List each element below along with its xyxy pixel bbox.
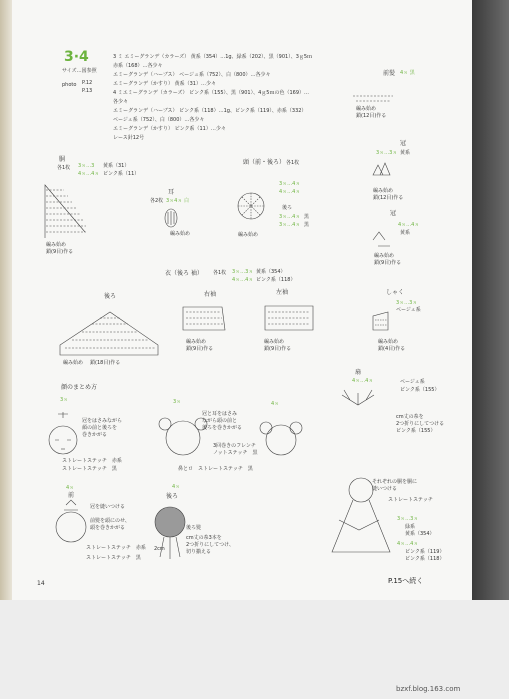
left-sleeve-title: 左袖 [276,289,289,296]
shaku-color-text: ベージュ系 [396,307,421,313]
back-head-note: 2cm [154,546,165,552]
material-line: 各少々 [113,99,129,105]
clothes-c1t: 黄系（354） [256,269,286,275]
bangs-title: 前髪 [383,70,396,77]
continue-label: P.15へ続く [388,577,424,585]
material-line: エミーグランデ（かすり） 黄系（31）…少々 [113,81,216,87]
clothes-c2: 4ｓ…4ｓ [232,277,254,283]
crown-title: 冠 [400,140,407,147]
head-count: 各1枚 [286,160,300,166]
fan-note1: cm丈の糸を [396,414,424,420]
material-line: エミーグランデ（かすり） ピンク系（11）…少々 [113,126,226,132]
size-label: サイズ…図参照 [62,68,97,74]
crown2-start: 編み始め [374,253,395,259]
material-line: 3 ミ エミーグランデ（カラーズ） 黄系（354）…1g、緑系（202）、黒（901）、3ｇ5ｍ [113,54,313,60]
material-line: 4 ミエミーグランデ（カラーズ） ピンク系（155）、黒（901）、4ｇ5ｍの色（169）… [113,90,310,96]
assembly-note: 巻きかがる [82,432,108,438]
photo-label: photo [62,82,77,88]
body-start: 編み始め [46,242,67,248]
crown2-color-text: 黄系 [400,230,411,236]
front-note: ストレートステッチ 赤系 [86,545,146,551]
crown2-title: 冠 [390,210,397,217]
right-sleeve-start: 編み始め [186,339,207,345]
ear-color: 3ｓ4ｓ 白 [166,198,189,204]
right-sleeve-title: 右袖 [204,291,217,298]
front-note: 頭を巻きかがる [90,525,126,531]
assembly-note: ストレートステッチ 黒 [62,466,117,472]
material-line: ベージュ系（752）、白（800）…各少々 [113,117,205,123]
back-start: 編み始め [63,360,84,366]
crown-color-text: 黄系 [400,150,411,156]
body-color4: 4ｓ…4ｓ [78,171,100,177]
assembly-bear-note: 後ろを巻きかがる [202,425,243,431]
crown-start2: 鎖(12目)作る [373,195,404,201]
ear-title: 耳 [168,189,175,196]
page-ref-a: P.12 [82,80,93,86]
front-note: 冠を縫いつける [90,504,126,510]
shaku-start: 編み始め [378,339,399,345]
assembly-3s: 3ｓ [60,397,69,403]
crown-color: 3ｓ…3ｓ [376,150,398,156]
clothes-count: 各1枚 [213,270,227,276]
fan-title: 扇 [355,369,362,376]
right-sleeve-start2: 鎖(9目)作る [186,346,214,352]
fan-note3: ピンク系（155） [396,428,436,434]
body-assembly-c3a: 緑系 [405,524,416,530]
back-head-title: 後ろ [166,493,179,500]
shaku-start2: 鎖(4目)作る [378,346,406,352]
body-assembly-note: 縫いつける [372,486,398,492]
crown2-start2: 鎖(9目)作る [374,260,402,266]
bangs-start2: 鎖(12目)作る [356,113,387,119]
front-4s: 4ｓ [66,485,75,491]
body-start2: 鎖(9目)作る [46,249,74,255]
body-color3: 3ｓ…3 [78,163,95,169]
assembly-bear-note: 冠と耳をはさみ [202,411,238,417]
assembly-bear-note: ノットステッチ 黒 [213,450,258,456]
left-sleeve-start: 編み始め [264,339,285,345]
back-head-note: 後ろ髪 [186,525,202,531]
fan-color: 4ｓ…4ｓ [352,378,374,384]
watermark: bzxf.blog.163.com [396,685,461,693]
body-assembly-c4b: ピンク系（118） [405,556,445,562]
body-assembly-c4: 4ｓ…4ｓ [397,541,419,547]
back-head-note: 切り揃える [186,549,212,555]
head-c3t: 黒 [304,214,310,220]
assembly-bear-note: ながら頭の前と [202,418,238,424]
shaku-color: 3ｓ…3ｓ [396,300,418,306]
left-sleeve-start2: 鎖(9目)作る [264,346,292,352]
clothes-c1: 3ｓ…3ｓ [232,269,254,275]
material-line: エミーグランデ（ハーブス） ピンク系（118）…1g、ピンク系（119）、赤系（332） [113,108,307,114]
assembly-bear-3s: 3ｓ [173,399,182,405]
back-head-4s: 4ｓ [172,484,181,490]
head-c3: 3ｓ…4ｓ [279,214,301,220]
back-title: 後ろ [104,293,117,300]
assembly-bear-note: 鼻とロ ストレートステッチ 黒 [178,466,253,472]
head-start: 編み始め [238,232,259,238]
body-assembly-c3b: 黄系（354） [405,531,435,537]
assembly-bear-4s: 4ｓ [271,401,280,407]
material-line: エミーグランデ（ハーブス） ベージュ系（752）、白（800）…各少々 [113,72,271,78]
clothes-c2t: ピンク系（118） [256,277,296,283]
ear-start: 編み始め [170,231,191,237]
ear-note: 各2枚 [150,198,164,204]
back-head-note: cm丈の糸3本を [186,535,222,541]
body-rows: 各1枚 [57,165,71,171]
crown2-color: 4ｓ…4ｓ [398,222,420,228]
assembly-note: ストレートステッチ 赤系 [62,458,122,464]
material-line: 赤系（168）…各少々 [113,63,163,69]
front-note: ストレートステッチ 黒 [86,555,141,561]
body-color3-text: 黄系（31） [103,163,130,169]
assembly-title: 顔のまとめ方 [61,384,98,391]
fan-label1: ベージュ系 [400,379,425,385]
body-assembly-c3: 3ｓ…3ｓ [397,516,419,522]
material-line: レース針12号 [113,135,145,141]
body-color4-text: ピンク系（11） [103,171,140,177]
page-ref-b: P.13 [82,88,93,94]
fan-label2: ピンク系（155） [400,387,440,393]
head-title: 頭（前・後ろ） [243,159,286,166]
body-title: 胴 [59,156,66,163]
head-c4t: 黒 [304,222,310,228]
crown-start: 編み始め [373,188,394,194]
shaku-title: しゃく [386,289,405,296]
body-assembly-c4a: ピンク系（119） [405,549,445,555]
back-start2: 鎖(18目)作る [90,360,121,366]
page-number: 14 [37,580,45,587]
bangs-color: 4ｓ 黒 [400,70,415,76]
head-c1: 3ｓ…4ｓ [279,181,301,187]
assembly-bear-note: 3回巻きのフレンチ [213,443,256,449]
head-back: 後ろ [282,205,293,211]
bangs-start: 編み始め [356,106,377,112]
front-note: 前髪を頭にのせ、 [90,518,130,524]
clothes-title: 衣（後ろ 袖） [165,270,203,277]
front-title: 前 [68,492,75,499]
fan-note2: 2つ折りにしてつける [396,421,445,427]
assembly-note: 冠をはさみながら [82,418,123,424]
assembly-note: 顔の前と後ろを [82,425,118,431]
head-c4: 3ｓ…4ｓ [279,222,301,228]
body-assembly-note: ストレートステッチ [388,497,433,503]
head-c2: 4ｓ…4ｓ [279,189,301,195]
project-number: 3·4 [64,49,89,65]
back-head-note: 2つ折りにしてつけ、 [186,542,234,548]
body-assembly-note: それぞれの胴を胴に [372,479,418,485]
